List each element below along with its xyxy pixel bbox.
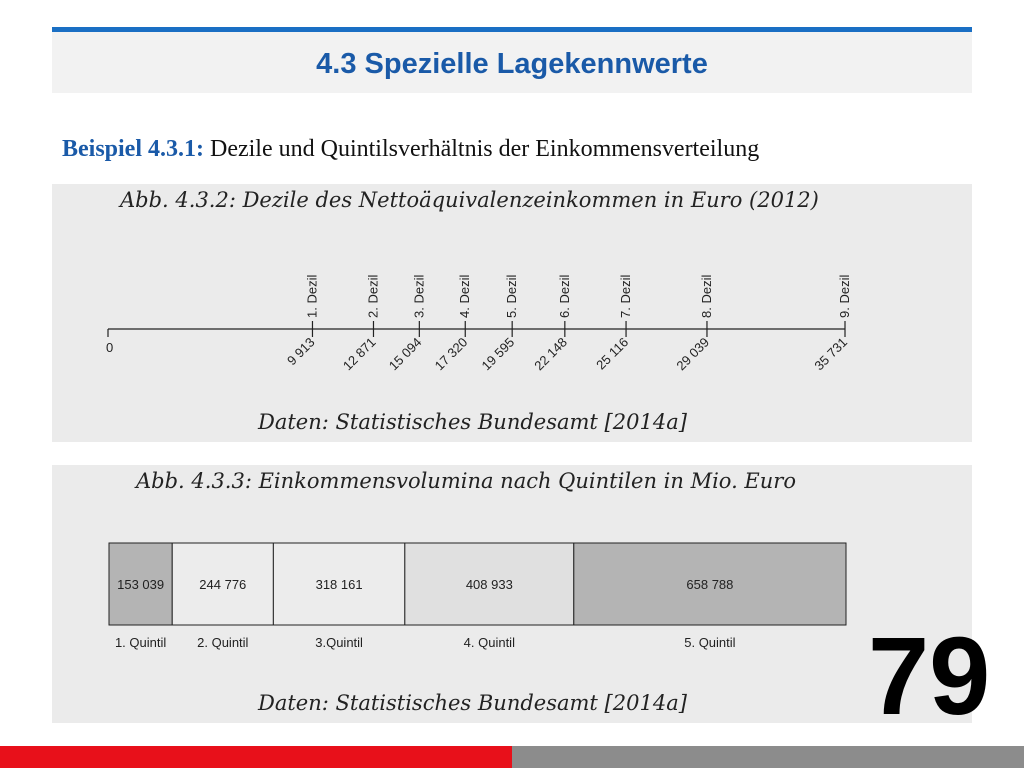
decile-figure <box>52 184 972 442</box>
footer-bar-red <box>0 746 512 768</box>
example-label: Beispiel 4.3.1: <box>62 136 204 162</box>
quintile-value-label: 244 776 <box>199 577 247 592</box>
decile-value-label: 22 148 <box>531 334 570 374</box>
decile-label: 7. Dezil <box>618 274 634 318</box>
decile-origin-label: 0 <box>106 340 114 355</box>
decile-value-label: 19 595 <box>478 334 518 374</box>
quintile-chart-source: Daten: Statistisches Bundesamt [2014a] <box>258 691 687 715</box>
quintile-value-label: 658 788 <box>686 577 734 592</box>
quintile-chart-title: Abb. 4.3.3: Einkommensvolumina nach Quintilen in Mio. Euro <box>136 469 796 493</box>
decile-value-label: 29 039 <box>673 334 713 374</box>
example-heading <box>62 136 759 163</box>
decile-value-label: 25 116 <box>593 334 632 373</box>
quintile-chart <box>52 465 972 723</box>
decile-label: 1. Dezil <box>304 274 320 318</box>
footer-bar-gray <box>512 746 1024 768</box>
decile-value-label: 17 320 <box>431 334 471 374</box>
title-bar <box>52 27 972 93</box>
decile-value-label: 15 094 <box>385 334 425 374</box>
quintile-figure <box>52 465 972 723</box>
decile-label: 5. Dezil <box>504 274 520 318</box>
quintile-category-label: 4. Quintil <box>463 635 515 650</box>
quintile-category-label: 1. Quintil <box>114 635 167 650</box>
decile-chart <box>52 184 972 442</box>
decile-chart-source: Daten: Statistisches Bundesamt [2014a] <box>258 410 687 434</box>
quintile-value-label: 153 039 <box>117 577 165 592</box>
quintile-value-label: 408 933 <box>465 577 513 592</box>
decile-label: 3. Dezil <box>411 274 427 318</box>
decile-value-label: 12 871 <box>339 334 379 374</box>
decile-value-label: 9 913 <box>283 334 318 369</box>
slide-title: 4.3 Spezielle Lagekennwerte <box>316 48 708 80</box>
decile-value-label: 35 731 <box>811 334 851 374</box>
quintile-category-label: 5. Quintil <box>684 635 736 650</box>
decile-chart-title: Abb. 4.3.2: Dezile des Nettoäquivalenzeinkommen in Euro (2012) <box>120 188 819 212</box>
decile-label: 4. Dezil <box>457 274 473 318</box>
quintile-category-label: 3.Quintil <box>315 635 363 650</box>
page-number: 79 <box>868 615 991 738</box>
decile-label: 6. Dezil <box>556 274 572 318</box>
decile-label: 2. Dezil <box>365 274 381 318</box>
quintile-category-label: 2. Quintil <box>197 635 249 650</box>
example-text: Dezile und Quintilsverhältnis der Einkommensverteilung <box>204 136 760 162</box>
decile-label: 9. Dezil <box>837 274 852 318</box>
decile-label: 8. Dezil <box>698 274 714 318</box>
quintile-value-label: 318 161 <box>315 577 363 592</box>
